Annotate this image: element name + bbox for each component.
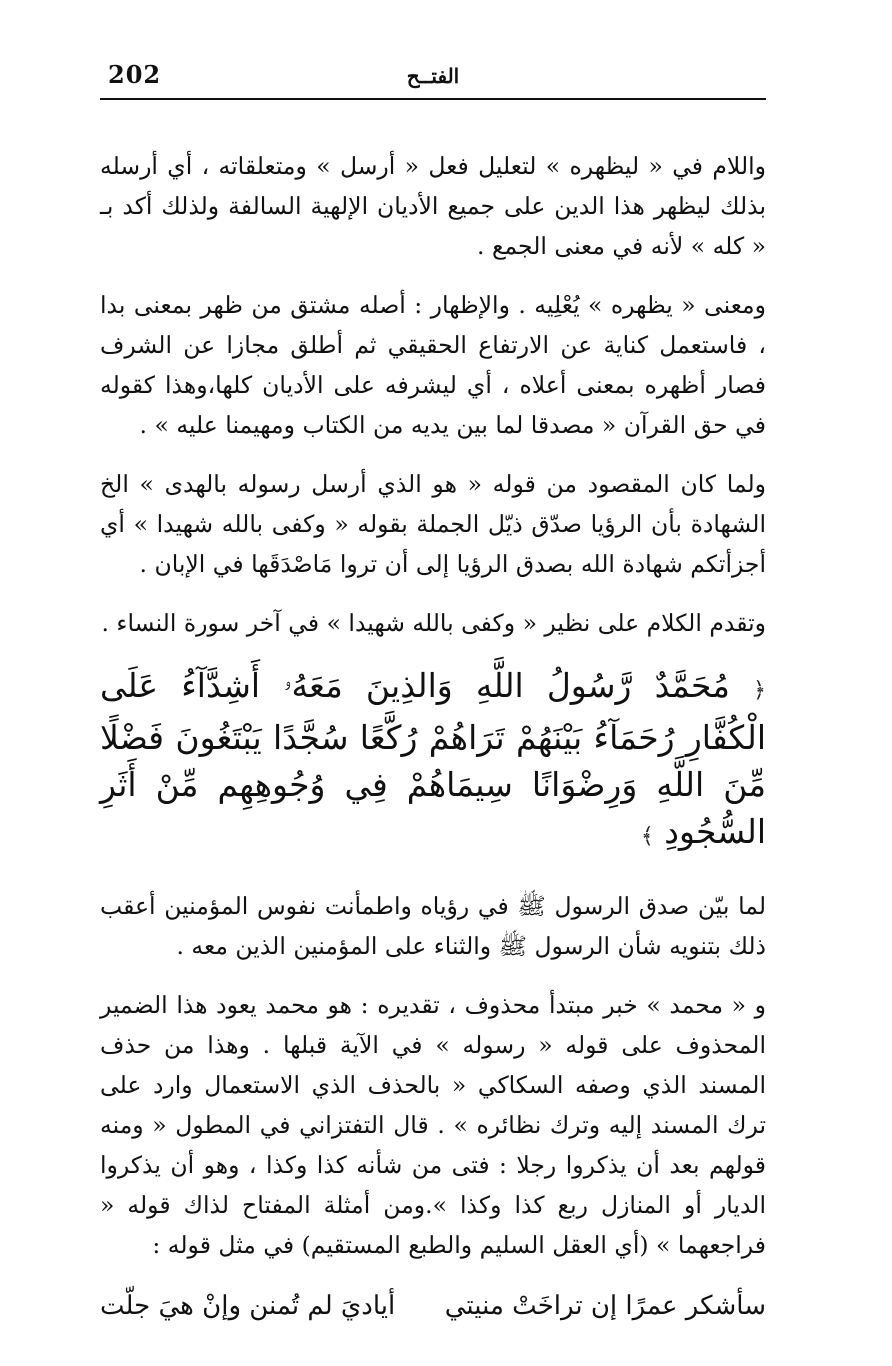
page-header: [100, 58, 766, 100]
verse-text: مُحَمَّدٌ رَّسُولُ اللَّهِ وَالذِينَ مَعَهُۥ أَشِدَّآءُ عَلَى الْكُفَّارِ رُحَمَآءُ بَيْنَهُمْ تَرَاهُمْ رُكَّعًا سُجَّدًا يَبْتَغُونَ فَضْلًا مِّنَ اللَّهِ وَرِضْوَانًا سِيمَاهُمْ فِي وُجُوهِهِم مِّنْ أَثَرِ السُّجُودِ: [100, 666, 766, 851]
paragraph-prophet-praise: لما بيّن صدق الرسول ﷺ في رؤياه واطمأنت نفوس المؤمنين أعقب ذلك بتنويه شأن الرسول ﷺ والثناء على المؤمنين الذين معه .: [100, 892, 766, 960]
poem-first-hemistich: سأشكر عمرًا إن تراخَتْ منيتي: [444, 1291, 766, 1321]
verse-close-ornament: ﴾: [640, 824, 654, 849]
book-page: [100, 58, 766, 1328]
poem-second-hemistich: أياديَ لم تُمنن وإنْ هيَ جلّت: [100, 1291, 396, 1321]
paragraph-yuzhiruhu-meaning: ومعنى « يظهره » يُعْلِيه . والإظهار : أصله مشتق من ظهر بمعنى بدا ، فاستعمل كناية عن الارتفاع الحقيقي ثم أطلق مجازا عن الشرف فصار أظهره بمعنى أعلاه ، أي ليشرفه على الأديان كلها،وهذا كقوله في حق القرآن « مصدقا لما بين يديه من الكتاب ومهيمنا عليه » .: [100, 291, 766, 439]
running-title: الفتــح: [406, 64, 460, 88]
paragraph-previous-discussion: وتقدم الكلام على نظير « وكفى بالله شهيدا » في آخر سورة النساء .: [101, 609, 766, 637]
verse-open-ornament: ﴿: [753, 678, 766, 703]
page-body: [100, 146, 766, 1328]
poem-verse: [100, 1284, 766, 1328]
paragraph-lam-explanation: واللام في « ليظهره » لتعليل فعل « أرسل » ومتعلقاته ، أي أرسله بذلك ليظهر هذا الدين على جميع الأديان الإلهية السالفة ولذلك أكد بـ « كله » لأنه في معنى الجمع .: [100, 152, 766, 260]
paragraph-testimony: ولما كان المقصود من قوله « هو الذي أرسل رسوله بالهدى » الخ الشهادة بأن الرؤيا صدّق ذيّل الجملة بقوله « وكفى بالله شهيدا » أي أجزأتكم شهادة الله بصدق الرؤيا إلى أن تروا مَاصْدَقَها في الإبان .: [100, 470, 766, 578]
page-number: 202: [108, 60, 162, 89]
paragraph-grammar-analysis: و « محمد » خبر مبتدأ محذوف ، تقديره : هو محمد يعود هذا الضمير المحذوف على قوله « رسوله » في الآية قبلها . وهذا من حذف المسند الذي وصفه السكاكي « بالحذف الذي الاستعمال وارد على ترك المسند إليه وترك نظائره » . قال التفتزاني في المطول « ومنه قولهم بعد أن يذكروا رجلا : فتى من شأنه كذا وكذا ، وهو أن يذكروا الديار أو المنازل ربع كذا وكذا ».ومن أمثلة المفتاح لذاك قوله « فراجعهما » (أي العقل السليم والطبع المستقيم) في مثل قوله :: [100, 991, 766, 1259]
quran-verse: [100, 662, 766, 860]
